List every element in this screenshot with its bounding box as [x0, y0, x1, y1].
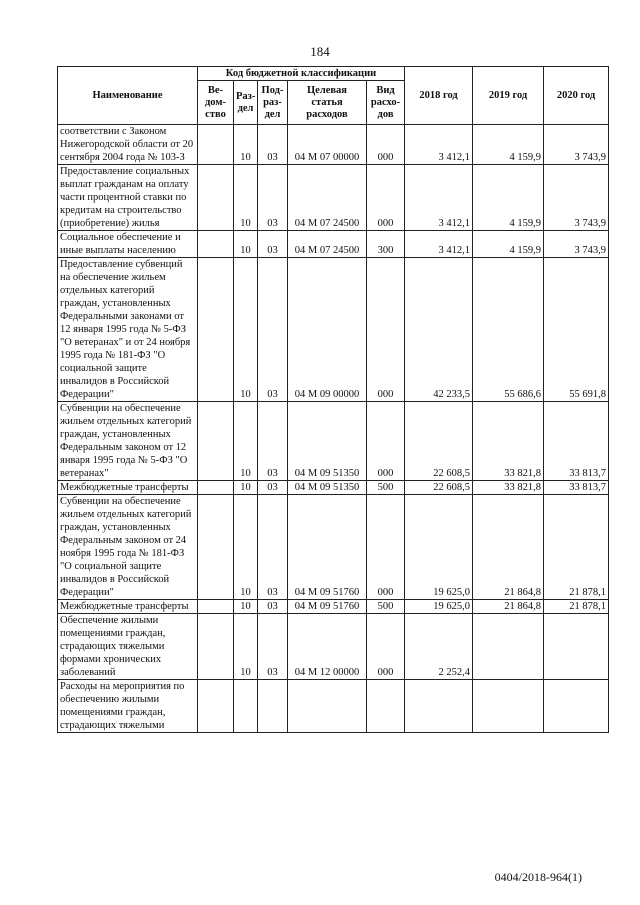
cell-2019: 21 864,8: [473, 495, 544, 600]
cell-podrazdel: 03: [258, 258, 288, 402]
col-header-group: Код бюджетной классификации: [198, 67, 405, 81]
cell-2018: 2 252,4: [405, 614, 473, 680]
cell-name: Расходы на мероприятия по обеспечению жилыми помещениями граждан, страдающих тяжелыми: [58, 680, 198, 733]
cell-2020: 33 813,7: [544, 481, 609, 495]
cell-celevaya: 04 М 09 51760: [288, 495, 367, 600]
cell-2019: 33 821,8: [473, 481, 544, 495]
cell-celevaya: 04 М 09 51760: [288, 600, 367, 614]
cell-2020: [544, 680, 609, 733]
table-row: [58, 231, 609, 258]
col-header-2018: 2018 год: [405, 67, 473, 125]
cell-podrazdel: 03: [258, 600, 288, 614]
cell-vedomstvo: [198, 481, 234, 495]
cell-vedomstvo: [198, 125, 234, 165]
cell-name: Межбюджетные трансферты: [58, 600, 198, 614]
cell-vid: 000: [367, 125, 405, 165]
cell-podrazdel: 03: [258, 231, 288, 258]
table-row: [58, 600, 609, 614]
cell-vid: 500: [367, 600, 405, 614]
cell-podrazdel: 03: [258, 402, 288, 481]
cell-razdel: 10: [234, 495, 258, 600]
cell-vedomstvo: [198, 680, 234, 733]
table-row: [58, 680, 609, 733]
col-header-vid: Вид расхо- дов: [367, 81, 405, 125]
page-number: 184: [310, 44, 330, 59]
cell-razdel: 10: [234, 165, 258, 231]
col-header-celevaya: Целевая статья расходов: [288, 81, 367, 125]
table-header: [58, 67, 609, 125]
cell-name: Межбюджетные трансферты: [58, 481, 198, 495]
cell-vedomstvo: [198, 402, 234, 481]
cell-vid: 000: [367, 258, 405, 402]
cell-vid: 000: [367, 165, 405, 231]
cell-vid: 000: [367, 614, 405, 680]
cell-2019: 55 686,6: [473, 258, 544, 402]
cell-vid: [367, 680, 405, 733]
table-row: [58, 495, 609, 600]
cell-2019: [473, 680, 544, 733]
cell-vid: 300: [367, 231, 405, 258]
cell-razdel: [234, 680, 258, 733]
col-header-vedomstvo: Ве- дом- ство: [198, 81, 234, 125]
cell-celevaya: 04 М 07 24500: [288, 165, 367, 231]
cell-2018: [405, 680, 473, 733]
cell-razdel: 10: [234, 402, 258, 481]
col-header-2019: 2019 год: [473, 67, 544, 125]
table-row: [58, 165, 609, 231]
cell-2019: 4 159,9: [473, 231, 544, 258]
cell-2019: 4 159,9: [473, 165, 544, 231]
cell-celevaya: 04 М 09 51350: [288, 481, 367, 495]
cell-2018: 42 233,5: [405, 258, 473, 402]
cell-vid: 000: [367, 402, 405, 481]
cell-2018: 3 412,1: [405, 231, 473, 258]
cell-name: Социальное обеспечение и иные выплаты населению: [58, 231, 198, 258]
cell-name: Субвенции на обеспечение жильем отдельных категорий граждан, установленных Федеральным законом от 12 января 1995 года № 5-ФЗ "О ветеранах": [58, 402, 198, 481]
cell-2018: 19 625,0: [405, 495, 473, 600]
cell-2018: 22 608,5: [405, 481, 473, 495]
table-body: [58, 125, 609, 733]
cell-2018: 3 412,1: [405, 125, 473, 165]
col-header-name: Наименование: [58, 67, 198, 125]
col-header-2020: 2020 год: [544, 67, 609, 125]
cell-podrazdel: 03: [258, 495, 288, 600]
cell-2018: 22 608,5: [405, 402, 473, 481]
table-row: [58, 402, 609, 481]
table-row: [58, 125, 609, 165]
cell-vid: 000: [367, 495, 405, 600]
cell-podrazdel: 03: [258, 481, 288, 495]
cell-vedomstvo: [198, 231, 234, 258]
cell-celevaya: 04 М 07 24500: [288, 231, 367, 258]
cell-2020: 21 878,1: [544, 600, 609, 614]
cell-celevaya: 04 М 09 00000: [288, 258, 367, 402]
budget-table: [57, 66, 609, 733]
cell-podrazdel: 03: [258, 125, 288, 165]
cell-vedomstvo: [198, 600, 234, 614]
cell-celevaya: 04 М 12 00000: [288, 614, 367, 680]
cell-razdel: 10: [234, 614, 258, 680]
cell-celevaya: 04 М 07 00000: [288, 125, 367, 165]
col-header-podrazdel: Под- раз- дел: [258, 81, 288, 125]
cell-name: Субвенции на обеспечение жильем отдельных категорий граждан, установленных Федеральным законом от 24 ноября 1995 года № 181-ФЗ "О социальной защите инвалидов в Российской Федерации": [58, 495, 198, 600]
cell-razdel: 10: [234, 600, 258, 614]
cell-vedomstvo: [198, 258, 234, 402]
table-row: [58, 481, 609, 495]
cell-2020: 3 743,9: [544, 231, 609, 258]
cell-2020: 3 743,9: [544, 125, 609, 165]
cell-celevaya: [288, 680, 367, 733]
cell-2019: 4 159,9: [473, 125, 544, 165]
cell-celevaya: 04 М 09 51350: [288, 402, 367, 481]
cell-name: Предоставление субвенций на обеспечение жильем отдельных категорий граждан, установленных Федеральными законами от 12 января 1995 года № 5-ФЗ "О ветеранах" и от 24 ноября 1995 года № 181-ФЗ "О социальной защите инвалидов в Российской Федерации": [58, 258, 198, 402]
cell-2018: 19 625,0: [405, 600, 473, 614]
cell-2020: 21 878,1: [544, 495, 609, 600]
cell-razdel: 10: [234, 258, 258, 402]
cell-podrazdel: 03: [258, 165, 288, 231]
cell-razdel: 10: [234, 481, 258, 495]
cell-2020: [544, 614, 609, 680]
cell-vid: 500: [367, 481, 405, 495]
cell-podrazdel: [258, 680, 288, 733]
cell-podrazdel: 03: [258, 614, 288, 680]
cell-2018: 3 412,1: [405, 165, 473, 231]
col-header-razdel: Раз- дел: [234, 81, 258, 125]
cell-vedomstvo: [198, 165, 234, 231]
cell-name: соответствии с Законом Нижегородской области от 20 сентября 2004 года № 103-З: [58, 125, 198, 165]
cell-2020: 3 743,9: [544, 165, 609, 231]
cell-name: Обеспечение жилыми помещениями граждан, страдающих тяжелыми формами хронических заболеваний: [58, 614, 198, 680]
cell-name: Предоставление социальных выплат гражданам на оплату части процентной ставки по кредитам на строительство (приобретение) жилья: [58, 165, 198, 231]
cell-2020: 33 813,7: [544, 402, 609, 481]
document-code: 0404/2018-964(1): [494, 870, 582, 884]
table-row: [58, 258, 609, 402]
cell-2019: [473, 614, 544, 680]
cell-2019: 21 864,8: [473, 600, 544, 614]
cell-vedomstvo: [198, 614, 234, 680]
cell-razdel: 10: [234, 125, 258, 165]
cell-2019: 33 821,8: [473, 402, 544, 481]
cell-2020: 55 691,8: [544, 258, 609, 402]
table-row: [58, 614, 609, 680]
cell-razdel: 10: [234, 231, 258, 258]
cell-vedomstvo: [198, 495, 234, 600]
